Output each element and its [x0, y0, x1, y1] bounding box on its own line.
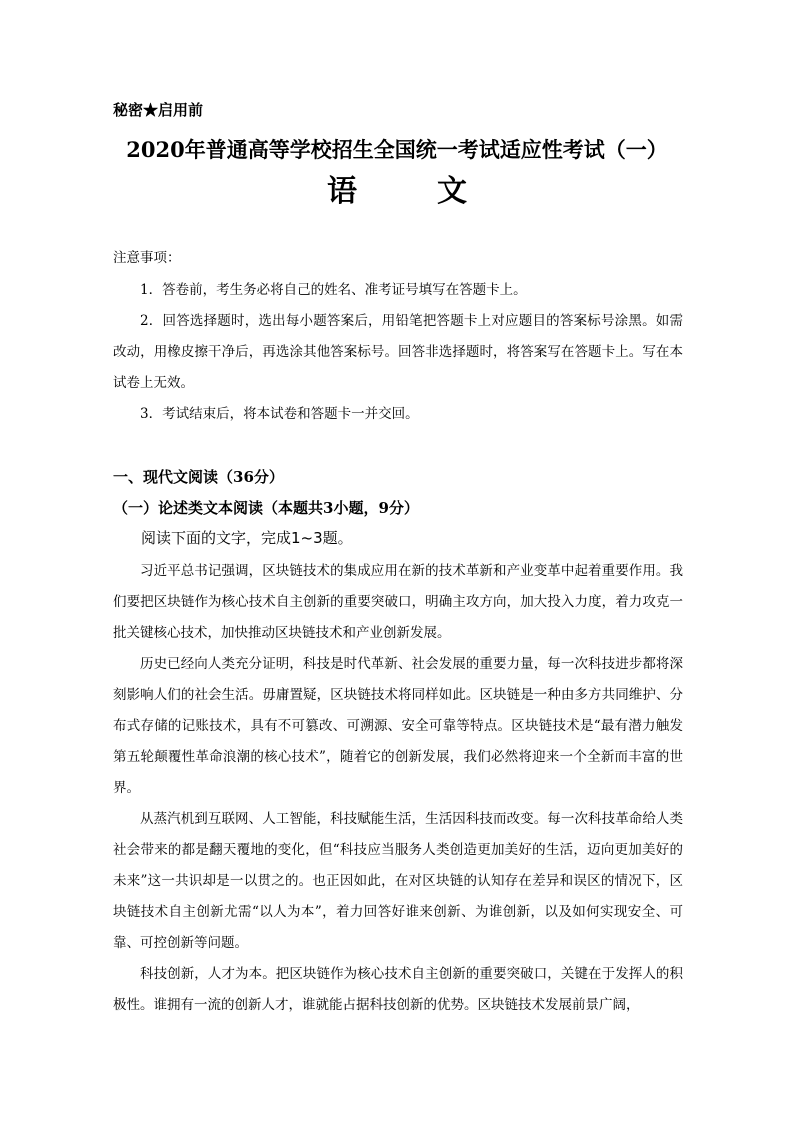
- passage-paragraph-1: 习近平总书记强调，区块链技术的集成应用在新的技术革新和产业变革中起着重要作用。我们要把区块链作为核心技术自主创新的重要突破口，明确主攻方向，加大投入力度，着力攻克一批关键核心技术，加快推动区块链技术和产业创新发展。: [113, 563, 683, 641]
- section-heading: 一、现代文阅读（36分）: [113, 468, 284, 486]
- subsection-heading: （一）论述类文本阅读（本题共3小题，9分）: [113, 499, 419, 517]
- notice-item-1: 1．答卷前，考生务必将自己的姓名、准考证号填写在答题卡上。: [140, 282, 527, 298]
- passage-paragraph-2: 历史已经向人类充分证明，科技是时代革新、社会发展的重要力量，每一次科技进步都将深刻影响人们的社会生活。毋庸置疑，区块链技术将同样如此。区块链是一种由多方共同维护、分布式存储的记账技术，具有不可篡改、可溯源、安全可靠等特点。区块链技术是“最有潜力触发第五轮颠覆性革命浪潮的核心技术”，随着它的创新发展，我们必然将迎来一个全新而丰富的世界。: [113, 656, 683, 796]
- reading-instruction: 阅读下面的文字，完成1~3题。: [141, 529, 353, 547]
- exam-title: 2020年普通高等学校招生全国统一考试适应性考试（一）: [126, 137, 668, 162]
- passage-paragraph-3: 从蒸汽机到互联网、人工智能，科技赋能生活，生活因科技而改变。每一次科技革命给人类社会带来的都是翻天覆地的变化，但“科技应当服务人类创造更加美好的生活，迈向更加美好的未来”这一共识却是一以贯之的。也正因如此，在对区块链的认知存在差异和误区的情况下，区块链技术自主创新尤需“以人为本”，着力回答好谁来创新、为谁创新，以及如何实现安全、可靠、可控创新等问题。: [113, 811, 683, 951]
- subject-title: 语文: [327, 174, 547, 209]
- passage-paragraph-4: 科技创新，人才为本。把区块链作为核心技术自主创新的重要突破口，关键在于发挥人的积极性。谁拥有一流的创新人才，谁就能占据科技创新的优势。区块链技术发展前景广阔，: [113, 966, 683, 1013]
- notice-item-3: 3．考试结束后，将本试卷和答题卡一并交回。: [140, 406, 419, 422]
- reading-passage: [113, 556, 683, 1021]
- notice-item-2: 2．回答选择题时，选出每小题答案后，用铅笔把答题卡上对应题目的答案标号涂黑。如需改动，用橡皮擦干净后，再选涂其他答案标号。回答非选择题时，将答案写在答题卡上。写在本试卷上无效。: [113, 313, 683, 391]
- notice-list: [113, 275, 683, 430]
- notice-heading: 注意事项：: [113, 250, 181, 266]
- confidential-mark: 秘密★启用前: [113, 101, 204, 119]
